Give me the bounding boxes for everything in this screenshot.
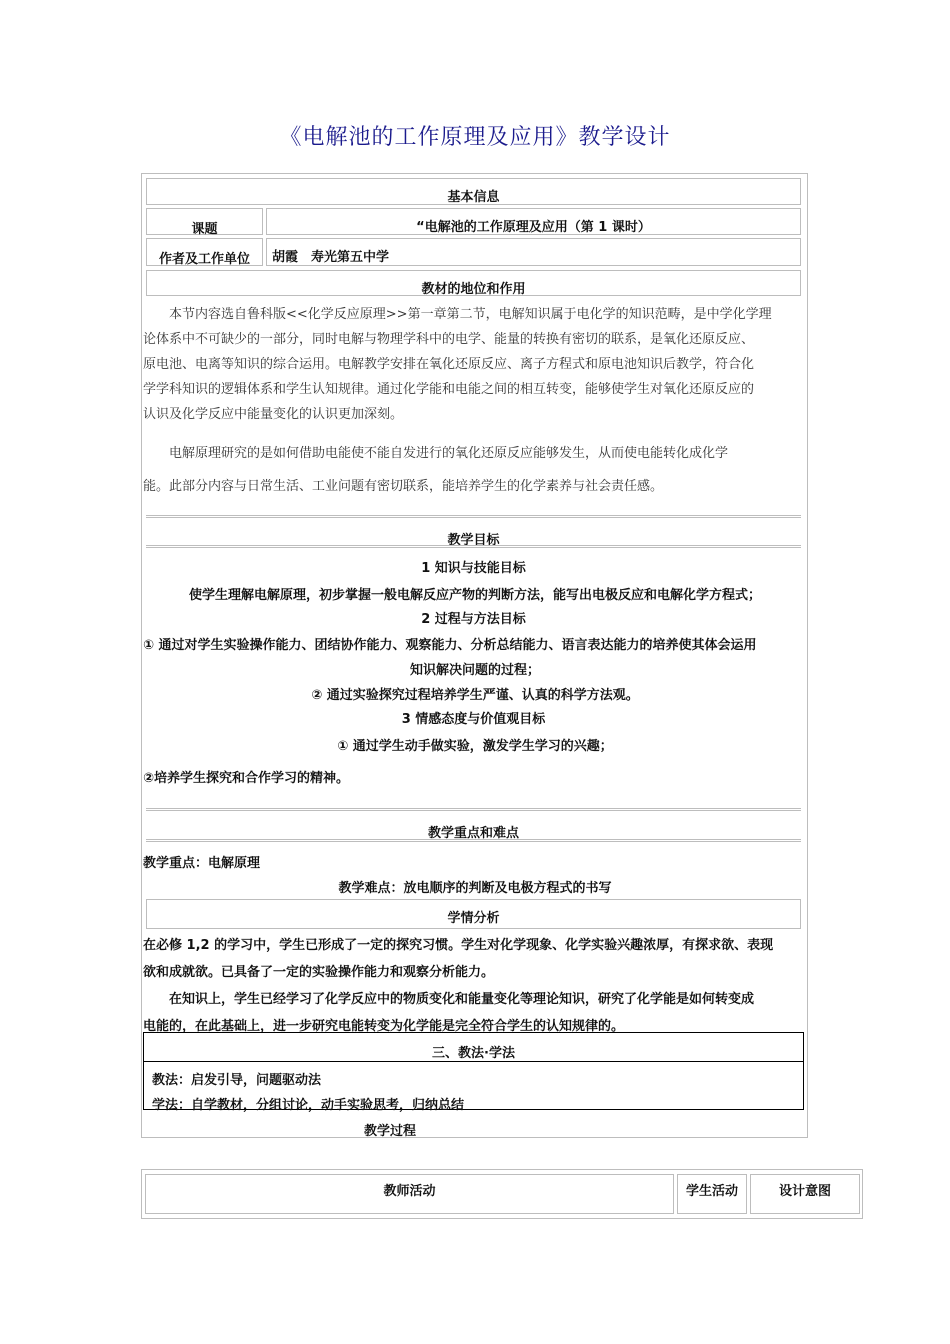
goal-1-title: 1 知识与技能目标 <box>421 561 526 576</box>
divider <box>146 545 801 548</box>
analysis-line: 电能的，在此基础上，进一步研究电能转变为化学能是完全符合学生的认知规律的。 <box>143 1019 625 1034</box>
status-p1-line: 学学科知识的逻辑体系和学生认知规律。通过化学能和电能之间的相互转变，能够使学生对氧化还原反应的 <box>143 382 755 397</box>
analysis-line: 在知识上，学生已经学习了化学反应中的物质变化和能量变化等理论知识，研究了化学能是如何转变成 <box>143 992 755 1007</box>
status-p1-line: 原电池、电离等知识的综合运用。电解教学安排在氧化还原反应、离子方程式和原电池知识后教学，符合化 <box>143 357 755 372</box>
author-label: 作者及工作单位 <box>158 252 250 267</box>
status-p1-line: 本节内容选自鲁科版<<化学反应原理>>第一章第二节，电解知识属于电化学的知识范畴，是中学化学理 <box>143 307 772 322</box>
status-p2-line: 电解原理研究的是如何借助电能使不能自发进行的氧化还原反应能够发生，从而使电能转化成化学 <box>143 446 729 461</box>
goal-3-text-2: ②培养学生探究和合作学习的精神。 <box>143 771 350 786</box>
goals-header: 教学目标 <box>447 533 500 548</box>
status-p1-line: 论体系中不可缺少的一部分，同时电解与物理学科中的电学、能量的转换有密切的联系，是氧化还原反应、 <box>143 332 755 347</box>
topic-value: “电解池的工作原理及应用（第 1 课时） <box>416 220 651 235</box>
goal-3-title: 3 情感态度与价值观目标 <box>401 712 546 727</box>
divider <box>146 839 801 842</box>
goal-2-text-1b: 知识解决问题的过程； <box>409 663 540 678</box>
status-paragraph-1 <box>143 302 807 427</box>
goal-2-text-1a: ① 通过对学生实验操作能力、团结协作能力、观察能力、分析总结能力、语言表达能力的培养使其体会运用 <box>143 638 757 653</box>
status-p2-line: 能。此部分内容与日常生活、工业问题有密切联系，能培养学生的化学素养与社会责任感。 <box>143 479 664 494</box>
page-title: 《电解池的工作原理及应用》教学设计 <box>279 125 671 150</box>
key-points-header: 教学重点和难点 <box>427 826 519 841</box>
process-header: 教学过程 <box>364 1124 417 1139</box>
goal-1-text: 使学生理解电解原理，初步掌握一般电解反应产物的判断方法，能写出电极反应和电解化学方程式； <box>188 588 761 603</box>
divider <box>146 515 801 518</box>
methods-separator <box>144 1061 803 1062</box>
status-p1-line: 认识及化学反应中能量变化的认识更加深刻。 <box>143 407 404 422</box>
divider <box>146 808 801 811</box>
analysis-header: 学情分析 <box>447 911 500 926</box>
status-header: 教材的地位和作用 <box>421 282 526 297</box>
teach-method: 教法：启发引导，问题驱动法 <box>152 1073 322 1088</box>
status-paragraph-2 <box>143 437 807 503</box>
learn-method: 学法：自学教材，分组讨论，动手实验思考，归纳总结 <box>152 1098 465 1113</box>
goal-3-text-1: ① 通过学生动手做实验，激发学生学习的兴趣； <box>337 739 613 754</box>
analysis-text <box>143 932 807 1040</box>
intent-col-header: 设计意图 <box>778 1184 831 1199</box>
goal-2-title: 2 过程与方法目标 <box>421 612 526 627</box>
key-point: 教学重点：电解原理 <box>143 856 261 871</box>
basic-info-header: 基本信息 <box>447 190 500 205</box>
analysis-line: 在必修 1,2 的学习中，学生已形成了一定的探究习惯。学生对化学现象、化学实验兴趣浓厚，有探求欲、表现 <box>143 938 774 953</box>
analysis-line: 欲和成就欲。已具备了一定的实验操作能力和观察分析能力。 <box>143 965 495 980</box>
author-value: 胡霞 寿光第五中学 <box>272 250 390 265</box>
topic-label: 课题 <box>191 222 218 237</box>
goal-2-text-2: ② 通过实验探究过程培养学生严谨、认真的科学方法观。 <box>311 688 639 703</box>
teacher-col-header: 教师活动 <box>383 1184 436 1199</box>
methods-header: 三、教法·学法 <box>432 1046 515 1061</box>
difficult-point: 教学难点：放电顺序的判断及电极方程式的书写 <box>338 881 612 896</box>
student-col-header: 学生活动 <box>685 1184 738 1199</box>
